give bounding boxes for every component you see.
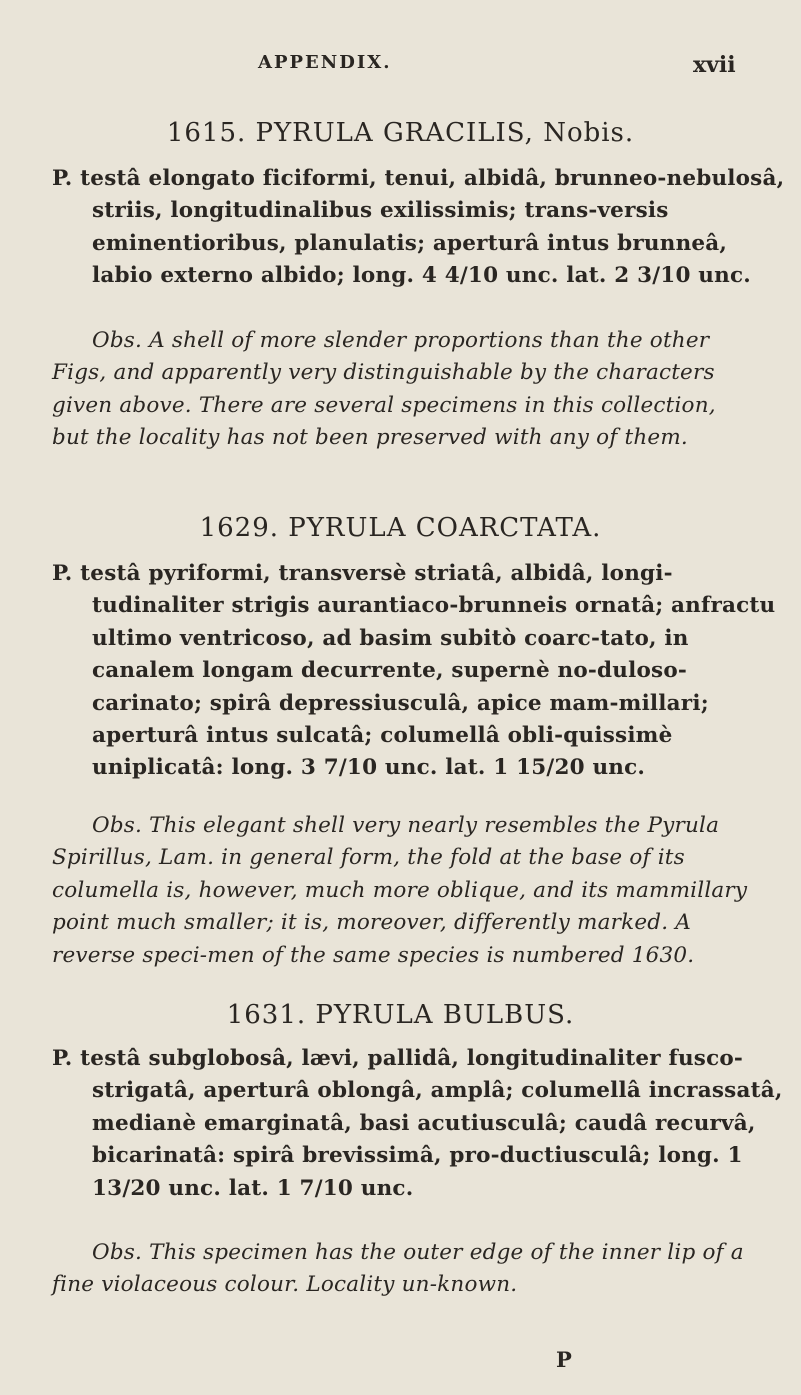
entry-title: 1629. PYRULA COARCTATA.: [199, 513, 602, 543]
entry-title: 1615. PYRULA GRACILIS, Nobis.: [166, 118, 635, 148]
entry-observation: Obs. This specimen has the outer edge of the inner lip of a fine violaceous colour. Locality un-known.: [52, 1240, 744, 1298]
entry-title: 1631. PYRULA BULBUS.: [226, 1000, 575, 1030]
entry-diagnosis: P. testâ elongato ficiformi, tenui, albidâ, brunneo-nebulosâ, striis, longitudinalibus exilissimis; trans-versis eminentioribus, planulatis; aperturâ intus brunneâ, labio externo albido; long. 4 4/10 unc. lat. 2 3/10 unc.: [52, 166, 785, 289]
running-head: APPENDIX.: [258, 52, 392, 73]
page-header: [0, 52, 801, 82]
entry-observation: Obs. A shell of more slender proportions than the other Figs, and apparently very distinguishable by the characters given above. There are several specimens in this collection, but the locality has not been preserved with any of them.: [52, 328, 716, 451]
entry-observation: Obs. This elegant shell very nearly resembles the Pyrula Spirillus, Lam. in general form, the fold at the base of its columella is, however, much more oblique, and its mammillary point much smaller; it is, moreover, differently marked. A reverse speci-men of the same species is numbered 1630.: [52, 813, 748, 968]
entry-diagnosis: P. testâ pyriformi, transversè striatâ, albidâ, longi-tudinaliter strigis aurantiaco-brunneis ornatâ; anfractu ultimo ventricoso, ad basim subitò coarc-tato, in canalem longam decurrente, supernè no-duloso-carinato; spirâ depressiusculâ, apice mam-millari; aperturâ intus sulcatâ; columellâ obli-quissimè uniplicatâ: long. 3 7/10 unc. lat. 1 15/20 unc.: [52, 561, 776, 781]
entry-diagnosis: P. testâ subglobosâ, lævi, pallidâ, longitudinaliter fusco-strigatâ, aperturâ oblongâ, amplâ; columellâ incrassatâ, medianè emarginatâ, basi acutiusculâ; caudâ recurvâ, bicarinatâ: spirâ brevissimâ, pro-ductiusculâ; long. 1 13/20 unc. lat. 1 7/10 unc.: [52, 1046, 783, 1201]
page-number: xvii: [693, 52, 736, 78]
printer-signature: P: [556, 1347, 572, 1372]
